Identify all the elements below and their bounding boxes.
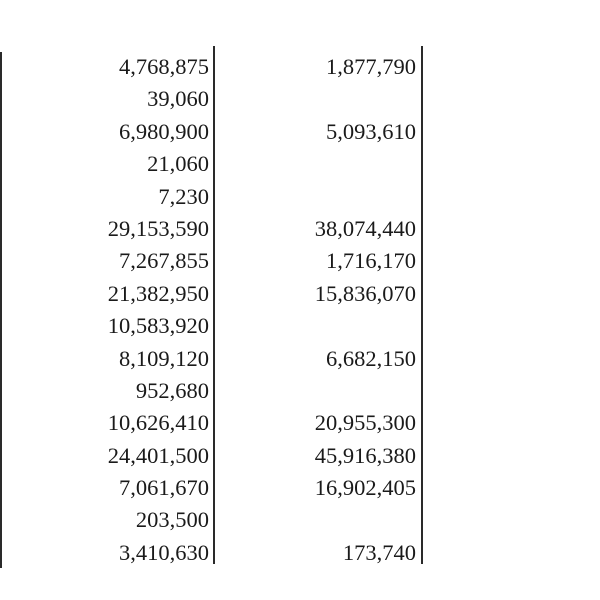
table-cell-col-b: 15,836,070 — [314, 280, 416, 306]
table-row — [0, 440, 600, 472]
table-row — [0, 181, 600, 213]
table-row — [0, 116, 600, 148]
table-cell-col-a: 952,680 — [135, 377, 209, 403]
table-cell-col-a: 7,267,855 — [119, 248, 209, 274]
numeric-table — [0, 51, 600, 569]
table-cell-col-a: 203,500 — [135, 507, 209, 533]
table-cell-col-a: 21,382,950 — [107, 280, 209, 306]
table-row — [0, 51, 600, 83]
table-row — [0, 310, 600, 342]
table-cell-col-b: 5,093,610 — [326, 118, 416, 144]
table-cell-col-a: 21,060 — [147, 151, 209, 177]
table-cell-col-a: 24,401,500 — [107, 442, 209, 468]
table-row — [0, 375, 600, 407]
table-cell-col-a: 8,109,120 — [119, 345, 209, 371]
table-cell-col-b: 173,740 — [342, 539, 416, 565]
table-cell-col-a: 10,583,920 — [107, 313, 209, 339]
table-cell-col-a: 7,061,670 — [119, 475, 209, 501]
table-row — [0, 504, 600, 536]
table-cell-col-b: 6,682,150 — [326, 345, 416, 371]
table-cell-col-a: 6,980,900 — [119, 118, 209, 144]
table-cell-col-a: 39,060 — [147, 86, 209, 112]
table-cell-col-b: 45,916,380 — [314, 442, 416, 468]
table-cell-col-b: 38,074,440 — [314, 215, 416, 241]
table-cell-col-b: 1,716,170 — [326, 248, 416, 274]
table-cell-col-a: 29,153,590 — [107, 215, 209, 241]
table-row — [0, 343, 600, 375]
table-row — [0, 83, 600, 115]
table-cell-col-a: 4,768,875 — [119, 54, 209, 79]
table-cell-col-a: 3,410,630 — [119, 539, 209, 565]
table-row — [0, 148, 600, 180]
table-row — [0, 213, 600, 245]
table-cell-col-b: 20,955,300 — [314, 410, 416, 436]
table-row — [0, 472, 600, 504]
table-row — [0, 537, 600, 569]
table-row — [0, 407, 600, 439]
table-cell-col-b: 16,902,405 — [314, 475, 416, 501]
table-cell-col-b: 1,877,790 — [326, 54, 416, 79]
table-cell-col-a: 7,230 — [158, 183, 209, 209]
table-cell-col-a: 10,626,410 — [107, 410, 209, 436]
table-row — [0, 245, 600, 277]
table-row — [0, 278, 600, 310]
